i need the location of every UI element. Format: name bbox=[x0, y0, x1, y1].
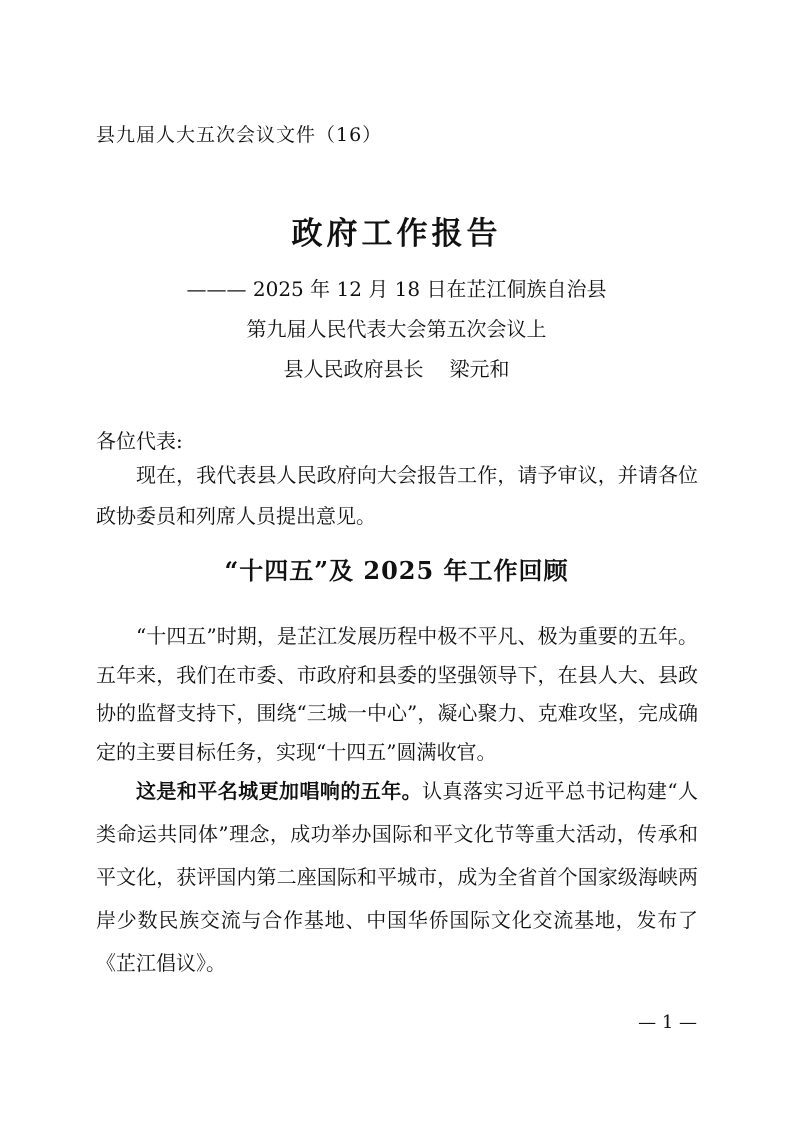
speaker-name: 梁元和 bbox=[449, 357, 510, 381]
period-review-paragraph: “十四五”时期，是芷江发展历程中极不平凡、极为重要的五年。五年来，我们在市委、市政府和县委的坚强领导下，在县人大、县政协的监督支持下，围绕“三城一中心”，凝心聚力、克难攻坚，完成确定的主要目标任务，实现“十四五”圆满收官。 bbox=[96, 624, 698, 764]
document-label: 县九届人大五次会议文件（16） bbox=[96, 124, 383, 146]
report-subtitle-line1: ——— 2025 年 12 月 18 日在芷江侗族自治县 bbox=[186, 277, 607, 301]
section-heading: “十四五”及 2025 年工作回顾 bbox=[224, 556, 569, 585]
salutation: 各位代表: bbox=[96, 429, 183, 453]
intro-paragraph: 现在，我代表县人民政府向大会报告工作，请予审议，并请各位政协委员和列席人员提出意见。 bbox=[96, 463, 698, 528]
peace-city-text: 认真落实习近平总书记构建“人类命运共同体”理念，成功举办国际和平文化节等重大活动，传承和平文化，获评国内第二座国际和平城市，成为全省首个国家级海峡两岸少数民族交流与合作基地、中国华侨国际文化交流基地，发布了《芷江倡议》。 bbox=[96, 779, 698, 975]
page-number: — 1 — bbox=[638, 1012, 697, 1033]
peace-city-paragraph bbox=[96, 770, 698, 985]
report-subtitle-line2: 第九届人民代表大会第五次会议上 bbox=[246, 317, 547, 341]
speaker-role: 县人民政府县长 bbox=[283, 357, 424, 381]
peace-city-lead: 这是和平名城更加唱响的五年。 bbox=[136, 779, 423, 803]
speaker-line bbox=[0, 353, 793, 382]
report-title: 政府工作报告 bbox=[291, 216, 502, 252]
